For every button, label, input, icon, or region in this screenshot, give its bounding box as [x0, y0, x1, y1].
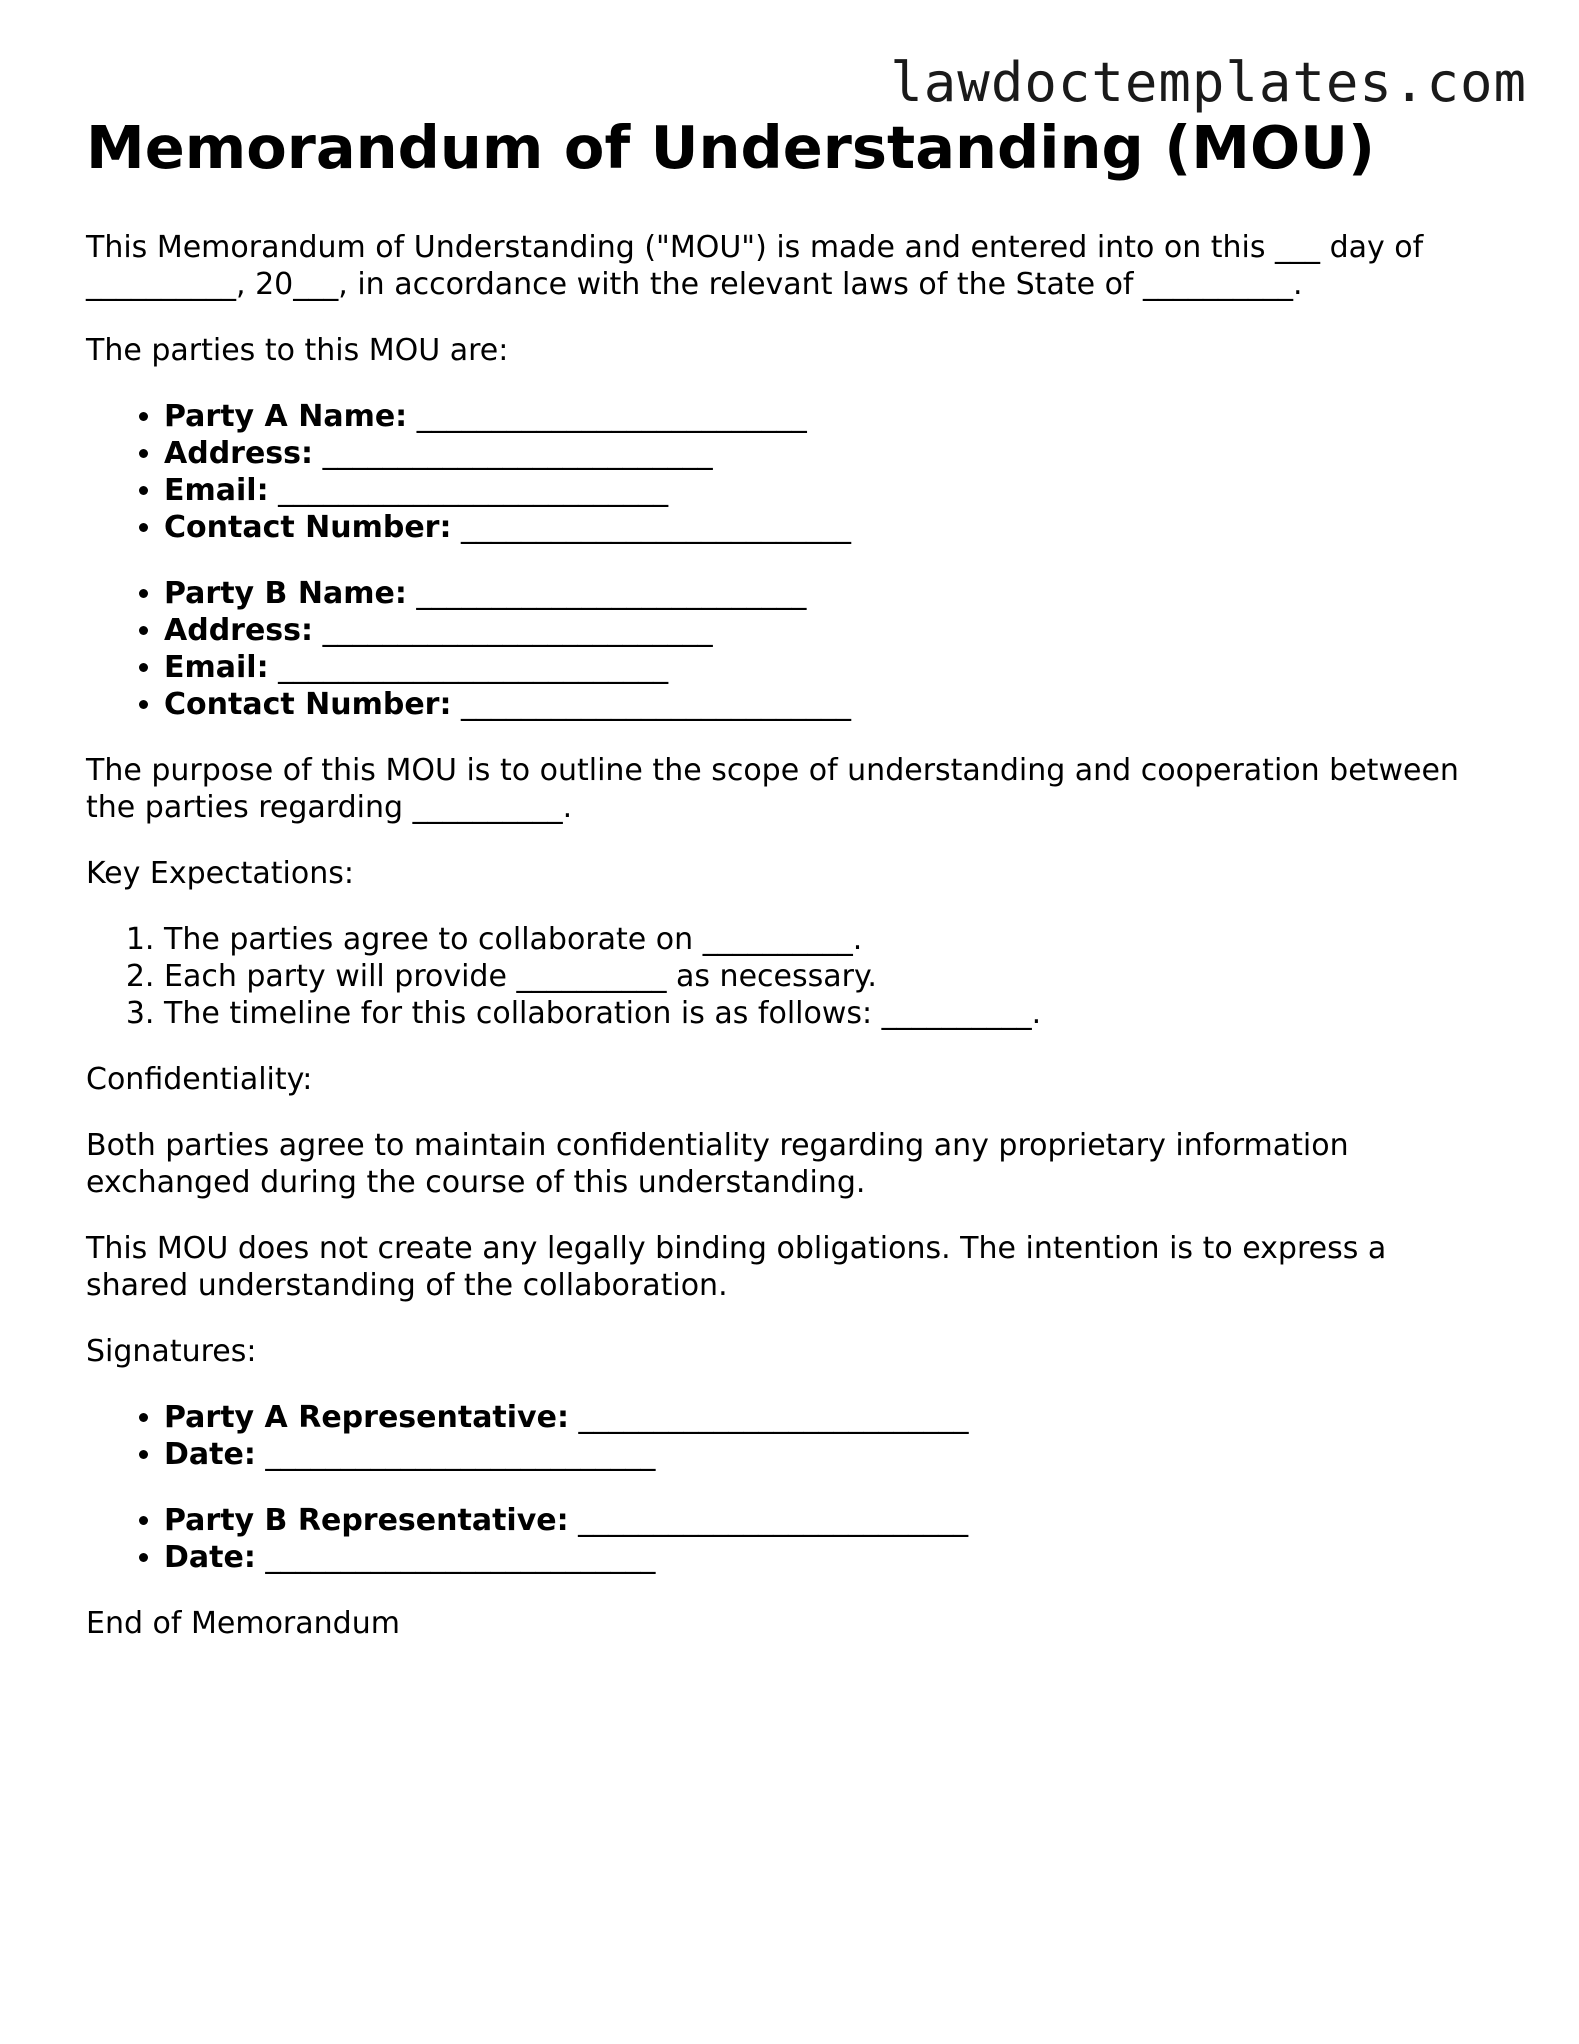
party-b-list	[86, 575, 1486, 723]
field-label: Date:	[164, 1437, 256, 1472]
party-a-name-item	[164, 398, 1486, 435]
field-label: Party B Name:	[164, 576, 407, 611]
party-a-address-item	[164, 435, 1486, 472]
blank-line: __________________________	[578, 1400, 969, 1435]
field-label: Party B Representative:	[164, 1503, 569, 1538]
page-title: Memorandum of Understanding (MOU)	[86, 113, 1375, 182]
field-label: Email:	[164, 650, 269, 685]
key-expectations-list	[86, 921, 1486, 1032]
purpose-paragraph: The purpose of this MOU is to outline the scope of understanding and cooperation between the parties regarding __________.	[86, 753, 1459, 825]
field-label: Party A Representative:	[164, 1400, 569, 1435]
blank-line: __________________________	[322, 436, 713, 471]
watermark-text: lawdoctemplates.com	[890, 51, 1527, 114]
party-b-representative-item	[164, 1502, 1486, 1539]
list-item: 1. The parties agree to collaborate on __________.	[164, 921, 1486, 958]
field-label: Date:	[164, 1540, 256, 1575]
intro-paragraph: This Memorandum of Understanding ("MOU") is made and entered into on this ___ day of __________, 20___, in accordance with the relevant laws of the State of __________.	[86, 230, 1424, 302]
confidentiality-heading: Confidentiality:	[86, 1062, 313, 1097]
field-label: Email:	[164, 473, 269, 508]
signatures-heading: Signatures:	[86, 1334, 257, 1369]
key-expectations-heading: Key Expectations:	[86, 856, 354, 891]
blank-line: __________________________	[278, 650, 669, 685]
blank-line: __________________________	[265, 1437, 656, 1472]
field-label: Address:	[164, 436, 314, 471]
blank-line: __________________________	[278, 473, 669, 508]
party-a-date-item	[164, 1436, 1486, 1473]
blank-line: __________________________	[578, 1503, 969, 1538]
party-a-list	[86, 398, 1486, 546]
party-a-representative-item	[164, 1399, 1486, 1436]
blank-line: __________________________	[461, 687, 852, 722]
field-label: Party A Name:	[164, 399, 408, 434]
parties-intro: The parties to this MOU are:	[86, 333, 509, 368]
list-item: 2. Each party will provide __________ as necessary.	[164, 958, 1486, 995]
non-binding-paragraph: This MOU does not create any legally binding obligations. The intention is to express a shared understanding of the collaboration.	[86, 1231, 1387, 1303]
party-b-address-item	[164, 612, 1486, 649]
field-label: Address:	[164, 613, 314, 648]
blank-line: __________________________	[265, 1540, 656, 1575]
blank-line: __________________________	[416, 576, 807, 611]
party-a-email-item	[164, 472, 1486, 509]
blank-line: __________________________	[416, 399, 807, 434]
party-b-date-item	[164, 1539, 1486, 1576]
party-b-name-item	[164, 575, 1486, 612]
signatures-b-list	[86, 1502, 1486, 1576]
party-b-email-item	[164, 649, 1486, 686]
blank-line: __________________________	[322, 613, 713, 648]
signatures-a-list	[86, 1399, 1486, 1473]
closing-text: End of Memorandum	[86, 1606, 400, 1641]
list-item: 3. The timeline for this collaboration is as follows: __________.	[164, 995, 1486, 1032]
party-b-contact-item	[164, 686, 1486, 723]
field-label: Contact Number:	[164, 510, 452, 545]
document-body	[86, 0, 1486, 1642]
field-label: Contact Number:	[164, 687, 452, 722]
party-a-contact-item	[164, 509, 1486, 546]
blank-line: __________________________	[461, 510, 852, 545]
confidentiality-paragraph: Both parties agree to maintain confidentiality regarding any proprietary information exchanged during the course of this understanding.	[86, 1128, 1349, 1200]
